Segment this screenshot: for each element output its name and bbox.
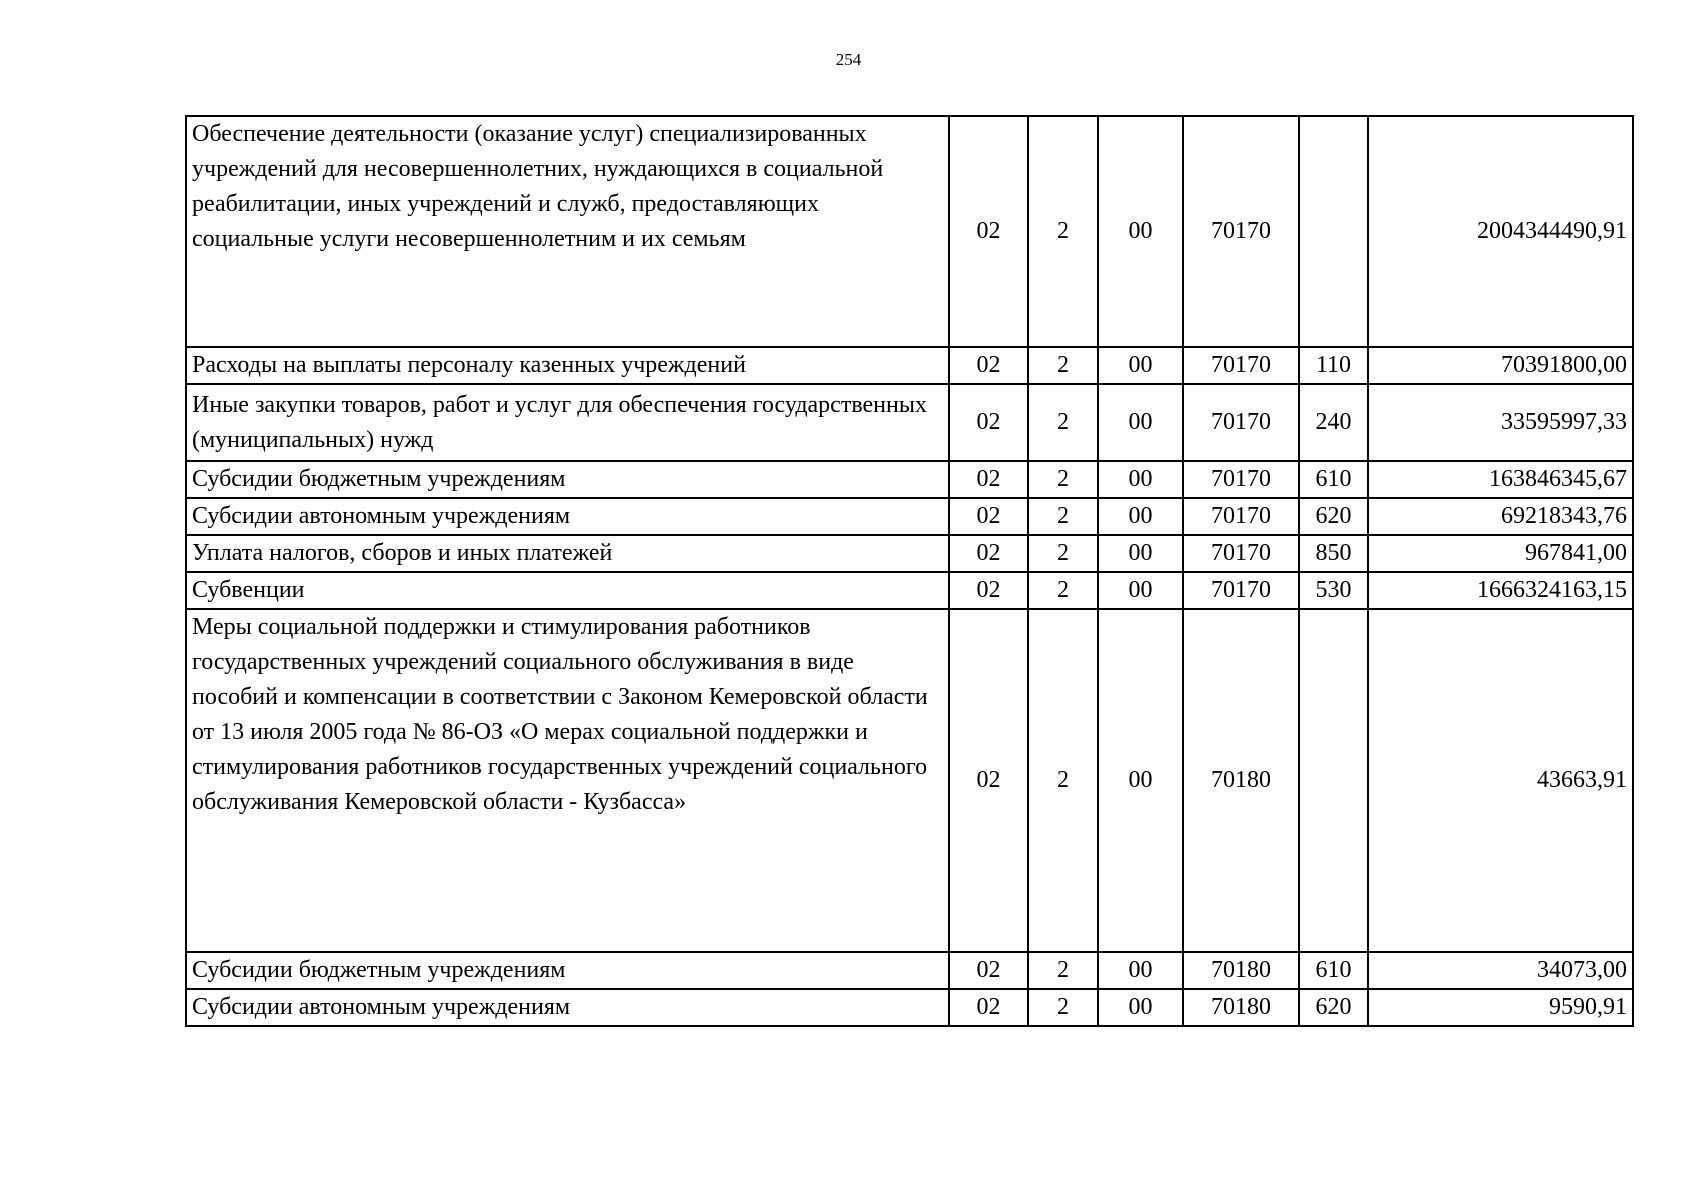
expense-code: 70180 bbox=[1183, 609, 1299, 952]
page-number: 254 bbox=[835, 50, 862, 69]
amount: 69218343,76 bbox=[1368, 498, 1633, 535]
expense-type bbox=[1299, 609, 1368, 952]
direction-code: 00 bbox=[1098, 535, 1183, 572]
expense-code: 70170 bbox=[1183, 498, 1299, 535]
program-code: 02 bbox=[949, 384, 1028, 461]
budget-table bbox=[185, 115, 1634, 1027]
amount: 33595997,33 bbox=[1368, 384, 1633, 461]
table-row bbox=[186, 116, 1633, 347]
direction-code: 00 bbox=[1098, 609, 1183, 952]
row-name: Субвенции bbox=[186, 572, 949, 609]
direction-code: 00 bbox=[1098, 116, 1183, 347]
program-code: 02 bbox=[949, 498, 1028, 535]
expense-type: 610 bbox=[1299, 952, 1368, 989]
table-row bbox=[186, 384, 1633, 461]
expense-code: 70170 bbox=[1183, 572, 1299, 609]
subprogram-code: 2 bbox=[1028, 572, 1098, 609]
expense-type: 850 bbox=[1299, 535, 1368, 572]
amount: 967841,00 bbox=[1368, 535, 1633, 572]
table-row bbox=[186, 347, 1633, 384]
row-name: Субсидии бюджетным учреждениям bbox=[186, 461, 949, 498]
subprogram-code: 2 bbox=[1028, 498, 1098, 535]
amount: 43663,91 bbox=[1368, 609, 1633, 952]
expense-type: 240 bbox=[1299, 384, 1368, 461]
row-name: Обеспечение деятельности (оказание услуг) специализированных учреждений для несовершеннолетних, нуждающихся в социальной реабилитации, иных учреждений и служб, предоставляющих социальные услуги несовершеннолетним и их семьям bbox=[186, 116, 949, 347]
amount: 9590,91 bbox=[1368, 989, 1633, 1026]
expense-code: 70180 bbox=[1183, 952, 1299, 989]
expense-code: 70170 bbox=[1183, 347, 1299, 384]
expense-type: 620 bbox=[1299, 498, 1368, 535]
expense-code: 70180 bbox=[1183, 989, 1299, 1026]
table-row bbox=[186, 989, 1633, 1026]
subprogram-code: 2 bbox=[1028, 384, 1098, 461]
program-code: 02 bbox=[949, 572, 1028, 609]
row-name: Уплата налогов, сборов и иных платежей bbox=[186, 535, 949, 572]
table-row bbox=[186, 572, 1633, 609]
table-row bbox=[186, 952, 1633, 989]
row-name: Субсидии автономным учреждениям bbox=[186, 989, 949, 1026]
table-row bbox=[186, 609, 1633, 952]
direction-code: 00 bbox=[1098, 952, 1183, 989]
table-row bbox=[186, 498, 1633, 535]
amount: 70391800,00 bbox=[1368, 347, 1633, 384]
amount: 163846345,67 bbox=[1368, 461, 1633, 498]
expense-type: 620 bbox=[1299, 989, 1368, 1026]
program-code: 02 bbox=[949, 461, 1028, 498]
amount: 34073,00 bbox=[1368, 952, 1633, 989]
direction-code: 00 bbox=[1098, 347, 1183, 384]
expense-type bbox=[1299, 116, 1368, 347]
program-code: 02 bbox=[949, 989, 1028, 1026]
row-name: Иные закупки товаров, работ и услуг для обеспечения государственных (муниципальных) нужд bbox=[186, 384, 949, 461]
row-name: Меры социальной поддержки и стимулирования работников государственных учреждений социального обслуживания в виде пособий и компенсации в соответствии с Законом Кемеровской области от 13 июля 2005 года № 86-ОЗ «О мерах социальной поддержки и стимулирования работников государственных учреждений социального обслуживания Кемеровской области - Кузбасса» bbox=[186, 609, 949, 952]
expense-code: 70170 bbox=[1183, 384, 1299, 461]
program-code: 02 bbox=[949, 116, 1028, 347]
row-name: Расходы на выплаты персоналу казенных учреждений bbox=[186, 347, 949, 384]
subprogram-code: 2 bbox=[1028, 461, 1098, 498]
table-row bbox=[186, 461, 1633, 498]
subprogram-code: 2 bbox=[1028, 952, 1098, 989]
subprogram-code: 2 bbox=[1028, 535, 1098, 572]
expense-code: 70170 bbox=[1183, 116, 1299, 347]
program-code: 02 bbox=[949, 952, 1028, 989]
subprogram-code: 2 bbox=[1028, 347, 1098, 384]
expense-code: 70170 bbox=[1183, 535, 1299, 572]
direction-code: 00 bbox=[1098, 498, 1183, 535]
row-name: Субсидии автономным учреждениям bbox=[186, 498, 949, 535]
direction-code: 00 bbox=[1098, 461, 1183, 498]
expense-code: 70170 bbox=[1183, 461, 1299, 498]
direction-code: 00 bbox=[1098, 572, 1183, 609]
expense-type: 530 bbox=[1299, 572, 1368, 609]
expense-type: 110 bbox=[1299, 347, 1368, 384]
amount: 1666324163,15 bbox=[1368, 572, 1633, 609]
amount: 2004344490,91 bbox=[1368, 116, 1633, 347]
subprogram-code: 2 bbox=[1028, 989, 1098, 1026]
program-code: 02 bbox=[949, 347, 1028, 384]
program-code: 02 bbox=[949, 609, 1028, 952]
direction-code: 00 bbox=[1098, 989, 1183, 1026]
program-code: 02 bbox=[949, 535, 1028, 572]
subprogram-code: 2 bbox=[1028, 609, 1098, 952]
direction-code: 00 bbox=[1098, 384, 1183, 461]
expense-type: 610 bbox=[1299, 461, 1368, 498]
subprogram-code: 2 bbox=[1028, 116, 1098, 347]
row-name: Субсидии бюджетным учреждениям bbox=[186, 952, 949, 989]
table-row bbox=[186, 535, 1633, 572]
